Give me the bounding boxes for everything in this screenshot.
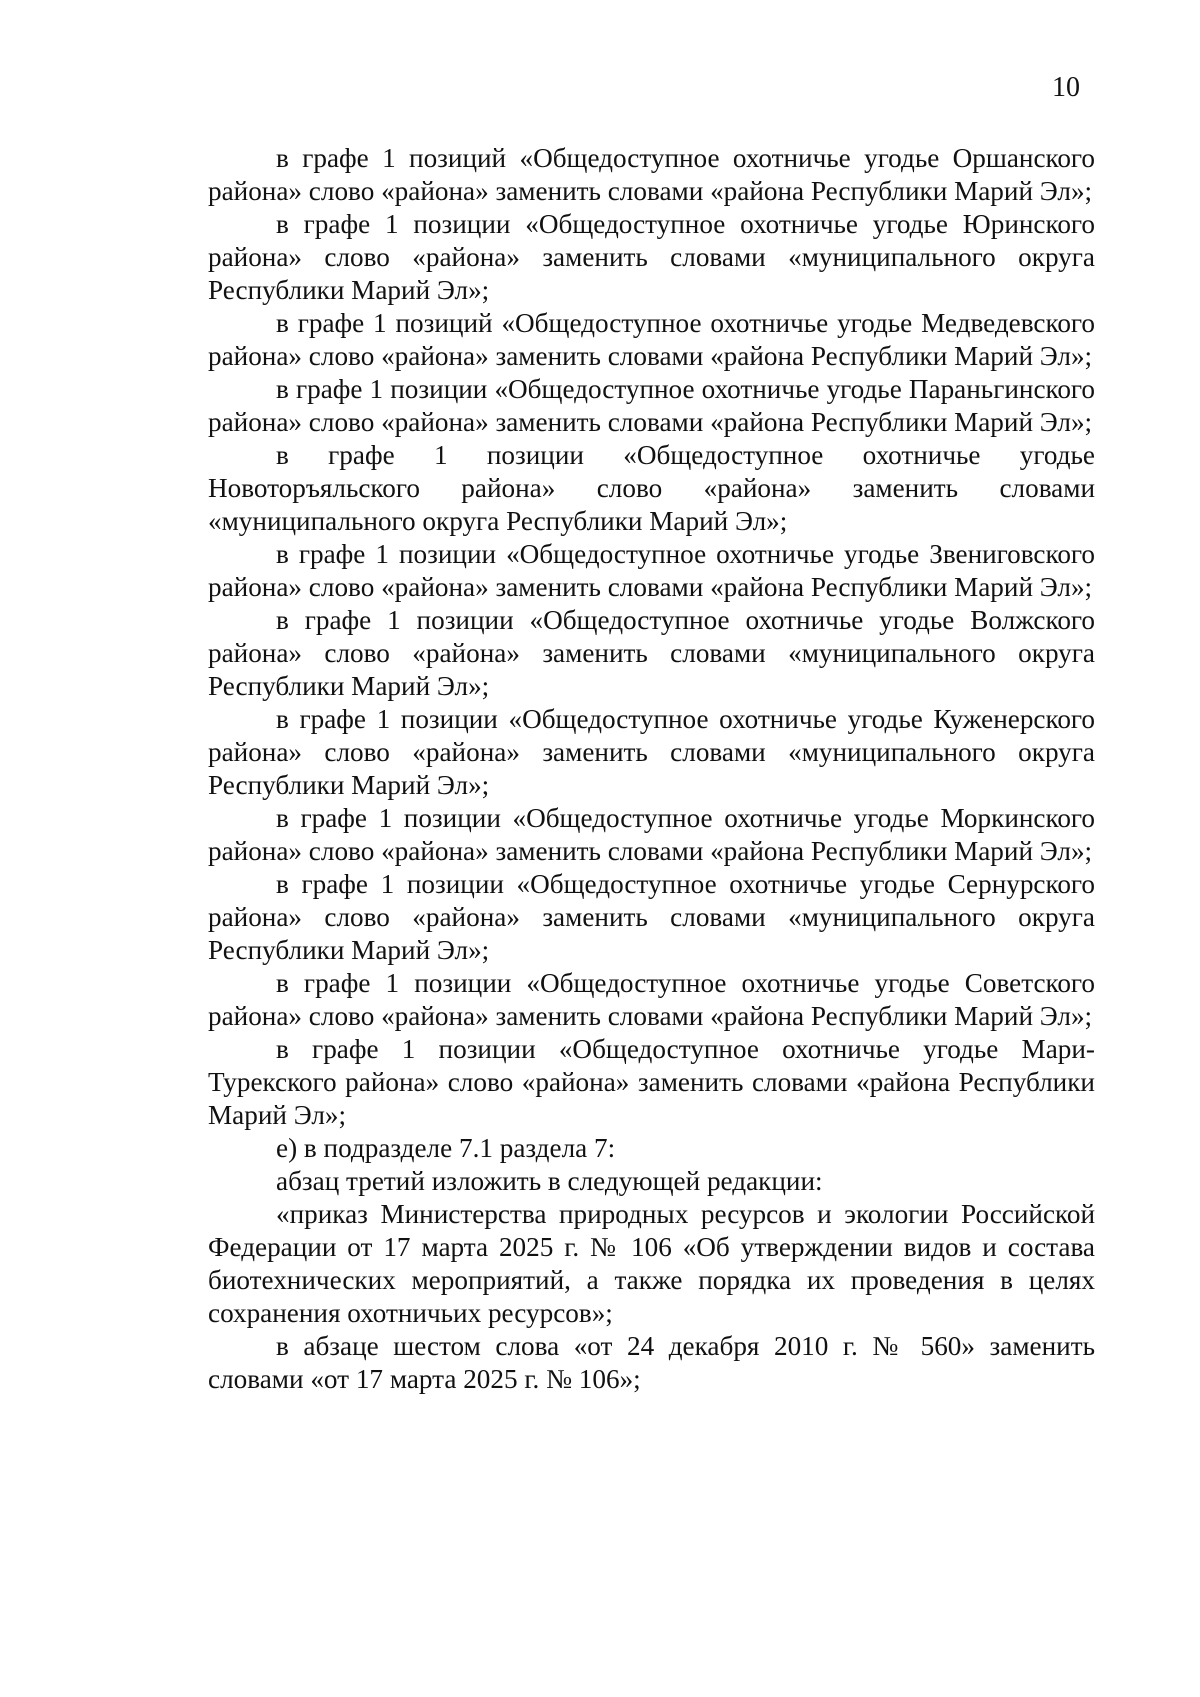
paragraph-volzhsk: в графе 1 позиции «Общедоступное охотничье угодье Волжского района» слово «района» заменить словами «муниципального округа Республики Марий Эл»; xyxy=(208,605,1095,701)
paragraph-mari-turek: в графе 1 позиции «Общедоступное охотничье угодье Мари-Турекского района» слово «района» заменить словами «района Республики Марий Эл»; xyxy=(208,1034,1095,1130)
paragraph-amendment-intro: абзац третий изложить в следующей редакции: xyxy=(276,1166,823,1196)
paragraph-paranga: в графе 1 позиции «Общедоступное охотничье угодье Параньгинского района» слово «района» заменить словами «района Республики Марий Эл»; xyxy=(208,374,1095,437)
paragraph-novy-toryal: в графе 1 позиции «Общедоступное охотничье угодье Новоторъяльского района» слово «района» заменить словами «муниципального округа Республики Марий Эл»; xyxy=(208,440,1095,536)
paragraph-subsection-heading: е) в подразделе 7.1 раздела 7: xyxy=(276,1133,616,1163)
paragraph-order-quote: «приказ Министерства природных ресурсов и экологии Российской Федерации от 17 марта 2025 г. № 106 «Об утверждении видов и состава биотехнических мероприятий, а также порядка их проведения в целях сохранения охотничьих ресурсов»; xyxy=(208,1199,1095,1328)
paragraph-morki: в графе 1 позиции «Общедоступное охотничье угодье Моркинского района» слово «района» заменить словами «района Республики Марий Эл»; xyxy=(208,803,1095,866)
paragraph-sernur: в графе 1 позиции «Общедоступное охотничье угодье Сернурского района» слово «района» заменить словами «муниципального округа Республики Марий Эл»; xyxy=(208,869,1095,965)
paragraph-orsha: в графе 1 позиций «Общедоступное охотничье угодье Оршанского района» слово «района» заменить словами «района Республики Марий Эл»; xyxy=(208,143,1095,206)
paragraph-zvenigovo: в графе 1 позиции «Общедоступное охотничье угодье Звениговского района» слово «района» заменить словами «района Республики Марий Эл»; xyxy=(208,539,1095,602)
paragraph-kuzhener: в графе 1 позиции «Общедоступное охотничье угодье Куженерского района» слово «района» заменить словами «муниципального округа Республики Марий Эл»; xyxy=(208,704,1095,800)
paragraph-sovetsky: в графе 1 позиции «Общедоступное охотничье угодье Советского района» слово «района» заменить словами «района Республики Марий Эл»; xyxy=(208,968,1095,1031)
paragraph-yurino: в графе 1 позиции «Общедоступное охотничье угодье Юринского района» слово «района» заменить словами «муниципального округа Республики Марий Эл»; xyxy=(208,209,1095,305)
paragraph-sixth-abzac: в абзаце шестом слова «от 24 декабря 2010 г. № 560» заменить словами «от 17 марта 2025 г. № 106»; xyxy=(208,1331,1095,1394)
paragraph-medvedevo: в графе 1 позиций «Общедоступное охотничье угодье Медведевского района» слово «района» заменить словами «района Республики Марий Эл»; xyxy=(208,308,1095,371)
page-number: 10 xyxy=(1052,72,1080,103)
document-body xyxy=(208,142,1095,1396)
